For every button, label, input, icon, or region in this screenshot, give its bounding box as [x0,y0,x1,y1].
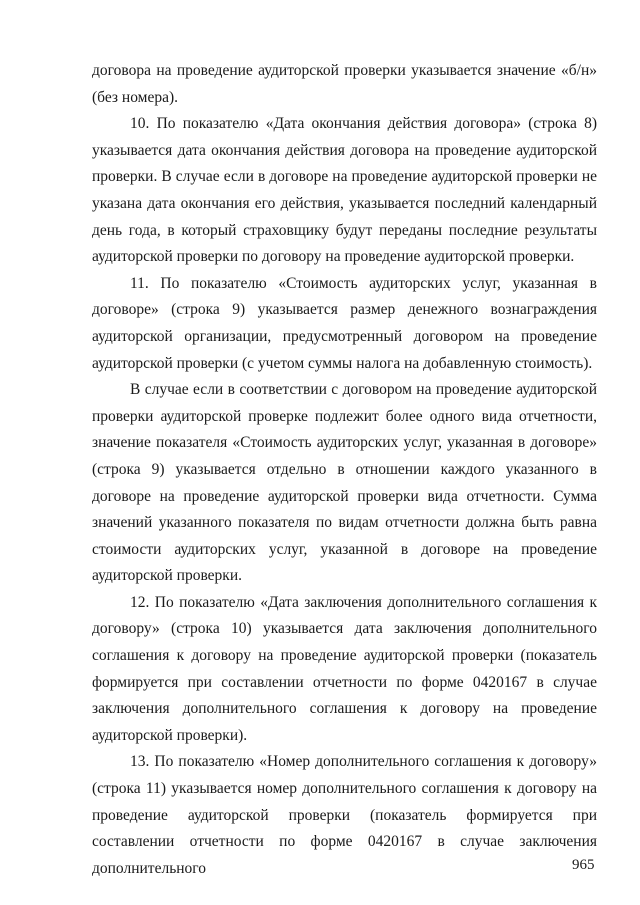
paragraph-continuation: договора на проведение аудиторской проверки указывается значение «б/н» (без номера). [92,62,597,106]
paragraph-item-13: 13. По показателю «Номер дополнительного соглашения к договору» (строка 11) указывается номер дополнительного соглашения к договору на проведение аудиторской проверки (показатель формируется при составлении отчетности по форме 0420167 в случае заключения дополнительного [92,753,597,877]
document-body [92,58,597,882]
paragraph-item-11: 11. По показателю «Стоимость аудиторских услуг, указанная в договоре» (строка 9) указывается размер денежного вознаграждения аудиторской организации, предусмотренный договором на проведение аудиторской проверки (с учетом суммы налога на добавленную стоимость). [92,274,597,372]
paragraph-item-12: 12. По показателю «Дата заключения дополнительного соглашения к договору» (строка 10) указывается дата заключения дополнительного соглашения к договору на проведение аудиторской проверки (показатель формируется при составлении отчетности по форме 0420167 в случае заключения дополнительного соглашения к договору на проведение аудиторской проверки). [92,593,597,744]
page-number: 965 [572,857,595,873]
paragraph-item-11-note: В случае если в соответствии с договором на проведение аудиторской проверки аудиторской проверке подлежит более одного вида отчетности, значение показателя «Стоимость аудиторских услуг, указанная в договоре» (строка 9) указывается отдельно в отношении каждого указанного в договоре на проведение аудиторской проверки вида отчетности. Сумма значений указанного показателя по видам отчетности должна быть равна стоимости аудиторских услуг, указанной в договоре на проведение аудиторской проверки. [92,381,597,585]
paragraph-item-10: 10. По показателю «Дата окончания действия договора» (строка 8) указывается дата окончания действия договора на проведение аудиторской проверки. В случае если в договоре на проведение аудиторской проверки не указана дата окончания его действия, указывается последний календарный день года, в который страховщику будут переданы последние результаты аудиторской проверки по договору на проведение аудиторской проверки. [92,115,597,266]
